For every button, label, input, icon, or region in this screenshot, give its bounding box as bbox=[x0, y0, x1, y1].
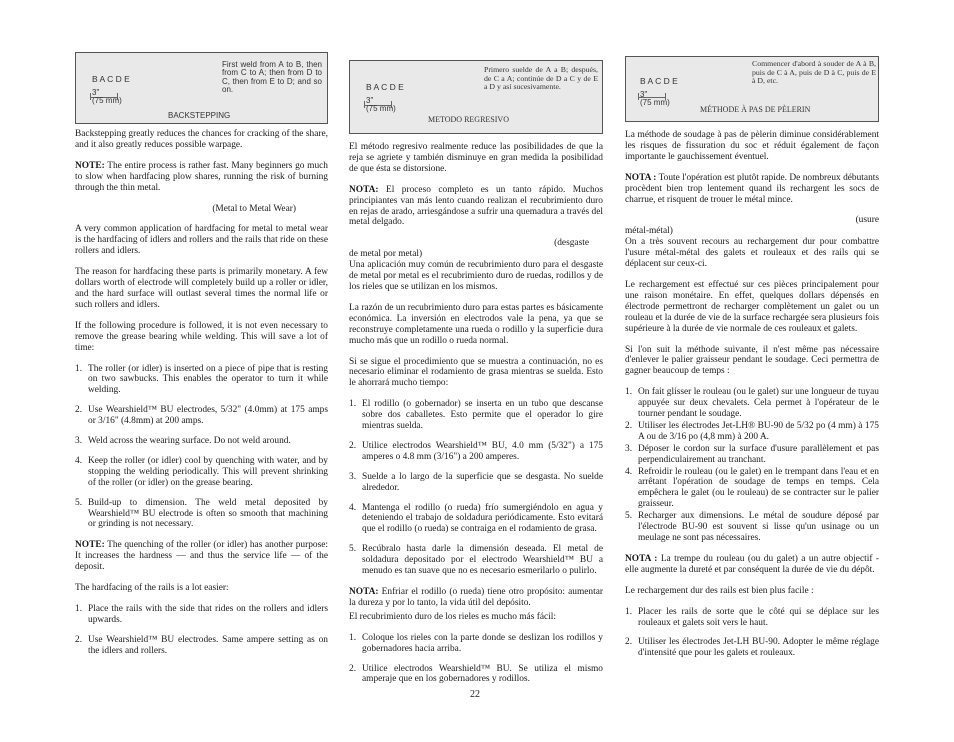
figure-tick bbox=[638, 93, 639, 100]
list-item bbox=[75, 456, 328, 489]
list-item bbox=[349, 664, 603, 686]
item-number: 4. bbox=[625, 466, 633, 477]
figure-caption: Primero suelde de A a B; después, de C a A; continúe de D a C y de E a D y así sucesivamente. bbox=[484, 65, 598, 92]
item-text: Refroidir le rouleau (ou le galet) en le trempant dans l'eau et en arrêtant l'opération de soudage de temps en temps. Cela empêchera le galet (ou le rouleau) de se contracter sur le palier graisseur. bbox=[638, 466, 879, 510]
item-number: 2. bbox=[75, 634, 83, 645]
page-number: 22 bbox=[470, 689, 480, 700]
item-text: Use Wearshield™ BU electrodes. Same ampere setting as on the idlers and rollers. bbox=[88, 634, 328, 656]
pas-de-pelerin-figure bbox=[625, 56, 879, 122]
procedure-list bbox=[625, 387, 879, 544]
procedure-list bbox=[349, 399, 603, 577]
item-text: The roller (or idler) is inserted on a piece of pipe that is resting on two sawbucks. This enables the operator to turn it while welding. bbox=[88, 363, 328, 396]
paragraph: On a très souvent recours au rechargement dur pour combattre l'usure métal-métal des galets et rouleaux et des rails qui se déplacent sur ceux-ci. bbox=[625, 237, 879, 270]
item-number: 5. bbox=[349, 544, 357, 555]
list-item bbox=[349, 503, 603, 536]
item-number: 1. bbox=[625, 606, 633, 617]
item-number: 1. bbox=[625, 387, 633, 398]
list-item bbox=[75, 604, 328, 626]
section-heading-cont: métal-métal) bbox=[625, 226, 673, 237]
note-label: NOTA: bbox=[349, 184, 379, 195]
item-number: 5. bbox=[75, 497, 83, 508]
item-text: Suelde a lo largo de la superficie que se desgasta. No suelde alrededor. bbox=[362, 471, 603, 493]
item-number: 1. bbox=[349, 632, 357, 643]
section-heading: (desgaste bbox=[554, 238, 589, 249]
note-label: NOTA : bbox=[625, 553, 658, 564]
figure-letters: B A C D E bbox=[640, 76, 678, 86]
figure-letters: B A C D E bbox=[366, 82, 404, 92]
item-number: 1. bbox=[75, 604, 83, 614]
list-item bbox=[625, 511, 879, 544]
note bbox=[625, 173, 879, 206]
paragraph: If the following procedure is followed, it is not even necessary to remove the grease bearing while welding. This will save a lot of time: bbox=[75, 320, 328, 353]
item-text: Keep the roller (or idler) cool by quenching with water, and by stopping the welding periodically. This will prevent shrinking of the roller (or idler) on the grease bearing. bbox=[88, 455, 328, 488]
item-text: Utilice electrodos Wearshield™ BU, 4.0 mm (5/32") a 175 amperes o 4.8 mm (3/16") a 200 amperes. bbox=[362, 440, 603, 462]
figure-dimension: 3" (75 mm) bbox=[640, 90, 670, 108]
paragraph: La méthode de soudage à pas de pèlerin diminue considérablement les risques de fissuration du soc et réduit également de façon importante le gauchissement éventuel. bbox=[625, 130, 879, 162]
paragraph: The reason for hardfacing these parts is primarily monetary. A few dollars worth of electrode will completely build up a roller or idler, and the hard surface will outlast several times the normal life or such rollers and idlers. bbox=[75, 267, 328, 310]
item-text: Use Wearshield™ BU electrodes, 5/32" (4.0mm) at 175 amps or 3/16" (4.8mm) at 200 amps. bbox=[88, 405, 328, 427]
item-text: Placer les rails de sorte que le côté qui se déplace sur les rouleaux et galets soit vers le haut. bbox=[638, 606, 879, 628]
paragraph: Backstepping greatly reduces the chances for cracking of the share, and it also greatly reduces possible warpage. bbox=[75, 129, 328, 150]
paragraph: A very common application of hardfacing for metal to metal wear is the hardfacing of idlers and rollers and the rails that ride on these rollers and idlers. bbox=[75, 224, 328, 257]
procedure-list bbox=[75, 364, 328, 531]
paragraph: The hardfacing of the rails is a lot easier: bbox=[75, 583, 229, 594]
figure-tick bbox=[364, 101, 365, 108]
list-item bbox=[75, 364, 328, 397]
item-number: 1. bbox=[75, 363, 83, 374]
backstepping-figure bbox=[75, 52, 328, 124]
paragraph: Le rechargement dur des rails est bien plus facile : bbox=[625, 585, 814, 596]
list-item bbox=[349, 472, 603, 494]
item-number: 2. bbox=[349, 440, 357, 451]
rails-list bbox=[75, 604, 328, 657]
note bbox=[349, 587, 603, 609]
list-item bbox=[75, 436, 328, 447]
figure-dimension: 3" (75 mm) bbox=[366, 96, 396, 114]
metodo-regresivo-figure bbox=[349, 60, 603, 134]
list-item bbox=[349, 633, 603, 655]
item-number: 4. bbox=[75, 455, 83, 466]
paragraph: El método regresivo realmente reduce las posibilidades de que la reja se agriete y también disminuye en gran medida la posibilidad de que ésta se distorsione. bbox=[349, 142, 603, 174]
item-text: Coloque los rieles con la parte donde se deslizan los rodillos y gobernadores hacia arriba. bbox=[362, 632, 603, 654]
section-heading: (usure bbox=[855, 215, 879, 226]
note-text: El proceso completo es un tanto rápido. Muchos principiantes van más lento cuando realizan el recubrimiento duro en rejas de arado, arriesgándose a sufrir una quemadura a través del metal delgado. bbox=[349, 184, 603, 228]
item-text: El rodillo (o gobernador) se inserta en un tubo que descanse sobre dos caballetes. Esto permite que el operador lo gire mientras suelda. bbox=[362, 399, 603, 432]
item-text: Place the rails with the side that rides on the rollers and idlers upwards. bbox=[88, 604, 328, 625]
note-text: The quenching of the roller (or idler) has another purpose: It increases the hardness — and thus the service life — of the deposit. bbox=[75, 540, 328, 573]
figure-tick bbox=[90, 93, 91, 100]
note-text: La trempe du rouleau (ou du galet) a un autre objectif - elle augmente la dureté et par conséquent la durée de vie du dépôt. bbox=[625, 553, 879, 575]
note bbox=[625, 554, 879, 576]
list-item bbox=[625, 467, 879, 511]
item-number: 2. bbox=[349, 663, 357, 674]
item-text: Recúbralo hasta darle la dimensión deseada. El metal de soldadura depositado por el electrodo Wearshield™ BU a menudo es tan suave que no es necesario esmerilarlo o pulirlo. bbox=[362, 544, 603, 577]
item-number: 2. bbox=[75, 405, 83, 416]
list-item bbox=[349, 544, 603, 577]
item-number: 3. bbox=[625, 443, 633, 454]
note bbox=[75, 540, 328, 573]
figure-title: BACKSTEPPING bbox=[168, 111, 231, 120]
item-text: Weld across the wearing surface. Do not weld around. bbox=[88, 436, 291, 447]
paragraph: Si se sigue el procedimiento que se muestra a continuación, no es necesario eliminar el rodamiento de grasa mientras se suelda. Esto le ahorrará mucho tiempo: bbox=[349, 356, 603, 389]
item-number: 1. bbox=[349, 399, 357, 410]
figure-letters: B A C D E bbox=[92, 74, 130, 84]
note-label: NOTE: bbox=[75, 160, 105, 171]
note-label: NOTE: bbox=[75, 540, 105, 551]
item-number: 2. bbox=[625, 637, 633, 648]
list-item bbox=[625, 607, 879, 629]
item-number: 5. bbox=[625, 511, 633, 522]
list-item bbox=[349, 399, 603, 432]
item-text: Utiliser les électrodes Jet-LH® BU-90 de 5/32 po (4 mm) à 175 A ou de 3/16 po (4,8 mm) à 200 A. bbox=[638, 420, 879, 442]
english-column bbox=[75, 52, 328, 667]
note-text: Enfriar el rodillo (o rueda) tiene otro propósito: aumentar la dureza y por lo tanto, la vida útil del depósito. bbox=[349, 587, 603, 608]
note-text: The entire process is rather fast. Many beginners go much to slow when hardfacing plow shares, running the risk of burning through the thin metal. bbox=[75, 160, 328, 193]
paragraph: Le rechargement est effectué sur ces pièces principalement pour une raison monétaire. En effet, quelques dollars dépensés en électrode permettront de recharger complètement un galet ou un rouleau et la durée de vie de la surface rechargée sera plusieurs fois supérieure à la durée de vie normale de ces rouleaux et galets. bbox=[625, 279, 879, 334]
paragraph: Si l'on suit la méthode suivante, il n'est même pas nécessaire d'enlever le palier graisseur pendant le soudage. Ceci permettra de gagner beaucoup de temps : bbox=[625, 344, 879, 377]
paragraph: La razón de un recubrimiento duro para estas partes es básicamente económica. La inversión en electrodos vale la pena, ya que se reconstruye completamente una rueda o rodillo y la superficie dura mucho más que un rodillo o rueda normal. bbox=[349, 302, 603, 346]
item-text: Recharger aux dimensions. Le métal de soudure déposé par l'électrode BU-90 est souvent si lisse qu'un usinage ou un meulage ne sont pas nécessaires. bbox=[638, 511, 879, 543]
paragraph: El recubrimiento duro de los rieles es mucho más fácil: bbox=[349, 611, 556, 622]
list-item bbox=[349, 441, 603, 463]
item-text: On fait glisser le rouleau (ou le galet) sur une longueur de tuyau appuyée sur deux chevalets. Cela permet à l'opérateur de le tourner pendant le soudage. bbox=[638, 387, 879, 420]
list-item bbox=[75, 498, 328, 531]
list-item bbox=[625, 637, 879, 659]
item-text: Utiliser les électrodes Jet-LH BU-90. Adopter le même réglage d'intensité que pour les galets et rouleaux. bbox=[638, 637, 879, 659]
french-column bbox=[625, 56, 879, 669]
section-heading-cont: de metal por metal) bbox=[349, 249, 423, 260]
item-number: 3. bbox=[75, 436, 83, 447]
list-item bbox=[75, 635, 328, 657]
figure-title: METODO REGRESIVO bbox=[428, 115, 509, 124]
item-number: 4. bbox=[349, 502, 357, 513]
item-text: Mantenga el rodillo (o rueda) frío sumergiéndolo en agua y deteniendo el trabajo de soldadura periódicamente. Esto evitará que el rodillo (o rueda) se contraiga en el rodamiento de grasa. bbox=[362, 502, 603, 535]
rails-list bbox=[625, 607, 879, 660]
list-item bbox=[625, 444, 879, 466]
item-number: 3. bbox=[349, 471, 357, 482]
spanish-column bbox=[349, 60, 603, 695]
paragraph: Una aplicación muy común de recubrimiento duro para el desgaste de metal por metal es el recubrimiento duro de ruedas, rodillos y de los rieles que se utilizan en los mismos. bbox=[349, 260, 603, 292]
note-text: Toute l'opération est plutôt rapide. De nombreux débutants procèdent bien trop lentement quand ils rechargent les socs de charrue, et risquent de trouer le métal mince. bbox=[625, 172, 880, 205]
note-label: NOTA: bbox=[349, 587, 379, 597]
section-heading: (Metal to Metal Wear) bbox=[212, 203, 296, 214]
figure-title: MÉTHODE À PAS DE PÈLERIN bbox=[700, 105, 811, 114]
list-item bbox=[625, 421, 879, 443]
list-item bbox=[625, 387, 879, 420]
note bbox=[75, 161, 328, 194]
note bbox=[349, 185, 603, 229]
note-label: NOTA : bbox=[625, 172, 657, 183]
figure-caption: Commencer d'abord à souder de A à B, puis de C à A, puis de D à C, puis de E à D, etc. bbox=[752, 59, 876, 86]
item-text: Build-up to dimension. The weld metal deposited by Wearshield™ BU electrode is often so smooth that machining or grinding is not necessary. bbox=[88, 497, 328, 530]
item-text: Déposer le cordon sur la surface d'usure parallèlement et pas perpendiculairement au tranchant. bbox=[638, 443, 879, 465]
list-item bbox=[75, 405, 328, 427]
item-text: Utilice electrodos Wearshield™ BU. Se utiliza el mismo amperaje que en los gobernadores y rodillos. bbox=[362, 663, 603, 685]
figure-caption: First weld from A to B, then from C to A; then from D to C, then from E to D; and so on. bbox=[222, 60, 322, 95]
rails-list bbox=[349, 633, 603, 686]
item-number: 2. bbox=[625, 420, 633, 431]
figure-dimension: 3" (75 mm) bbox=[92, 88, 122, 106]
